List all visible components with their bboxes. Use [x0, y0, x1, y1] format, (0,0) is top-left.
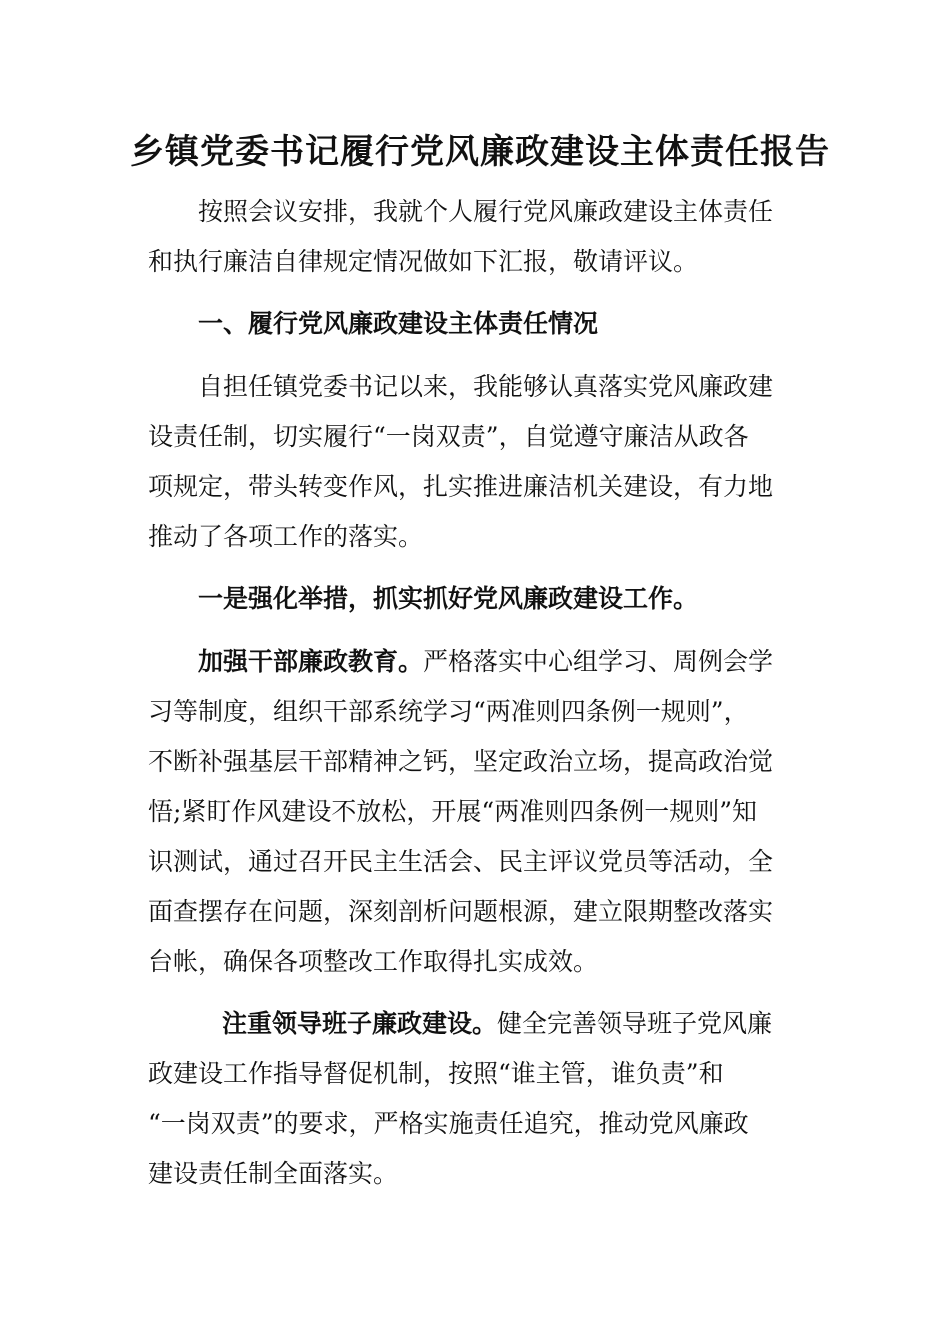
paragraph-line: 设责任制，切实履行“一岗双责”，自觉遵守廉洁从政各 [148, 422, 749, 451]
paragraph-line: 政建设工作指导督促机制，按照“谁主管，谁负责”和 [148, 1059, 724, 1088]
paragraph-lead: 加强干部廉政教育。 [198, 647, 424, 676]
paragraph-line: 台帐，确保各项整改工作取得扎实成效。 [148, 947, 599, 976]
paragraph-line: 识测试，通过召开民主生活会、民主评议党员等活动，全 [148, 847, 774, 876]
paragraph-lead: 注重领导班子廉政建设。 [222, 1009, 498, 1038]
subsection-heading: 一是强化举措，抓实抓好党风廉政建设工作。 [198, 584, 699, 613]
section-heading: 一、履行党风廉政建设主体责任情况 [198, 309, 599, 338]
paragraph-line: 建设责任制全面落实。 [148, 1159, 399, 1188]
paragraph-text: 严格落实中心组学习、周例会学 [423, 647, 774, 676]
paragraph-line: “一岗双责”的要求，严格实施责任追究，推动党风廉政 [148, 1109, 749, 1138]
paragraph-line [198, 644, 773, 680]
paragraph-line: 不断补强基层干部精神之钙，坚定政治立场，提高政治觉 [148, 747, 774, 776]
document-title: 乡镇党委书记履行党风廉政建设主体责任报告 [130, 132, 830, 172]
paragraph-line [222, 1006, 772, 1042]
paragraph-line: 推动了各项工作的落实。 [148, 522, 424, 551]
paragraph-line: 按照会议安排，我就个人履行党风廉政建设主体责任 [198, 197, 774, 226]
paragraph-line: 自担任镇党委书记以来，我能够认真落实党风廉政建 [198, 372, 774, 401]
paragraph-line: 习等制度，组织干部系统学习“两准则四条例一规则”， [148, 697, 749, 726]
paragraph-text: 健全完善领导班子党风廉 [497, 1009, 773, 1038]
paragraph-line: 面查摆存在问题，深刻剖析问题根源，建立限期整改落实 [148, 897, 774, 926]
paragraph-line: 悟;紧盯作风建设不放松，开展“两准则四条例一规则”知 [148, 797, 757, 826]
paragraph-line: 项规定，带头转变作风，扎实推进廉洁机关建设，有力地 [148, 472, 774, 501]
paragraph-line: 和执行廉洁自律规定情况做如下汇报，敬请评议。 [148, 247, 699, 276]
